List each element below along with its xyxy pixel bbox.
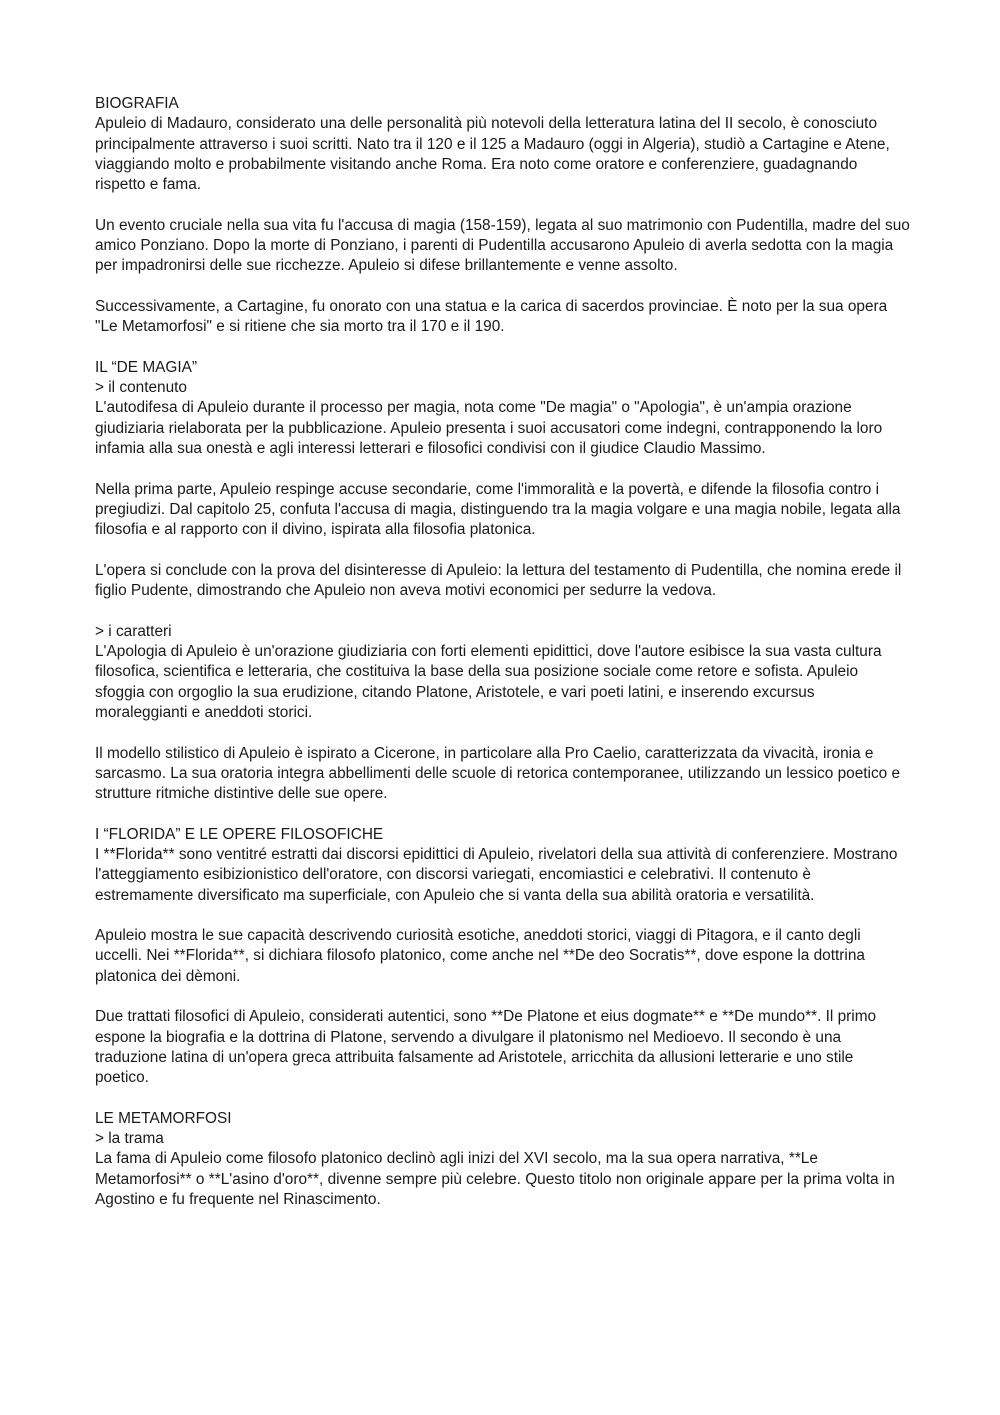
section-metamorfosi — [95, 1109, 910, 1210]
subsection-heading: > i caratteri — [95, 622, 172, 640]
paragraph: L'opera si conclude con la prova del disinteresse di Apuleio: la lettura del testamento di Pudentilla, che nomina erede il figlio Pudente, dimostrando che Apuleio non aveva motivi economici per sedurre la vedova. — [95, 561, 902, 600]
section-heading: I “FLORIDA” E LE OPERE FILOSOFICHE — [95, 825, 384, 843]
paragraph: Apuleio di Madauro, considerato una delle personalità più notevoli della letteratura latina del II secolo, è conosciuto principalmente attraverso i suoi scritti. Nato tra il 120 e il 125 a Madauro (oggi in Algeria), studiò a Cartagine e Atene, viaggiando molto e probabilmente visitando anche Roma. Era noto come oratore e conferenziere, guadagnando rispetto e fama. — [95, 115, 890, 194]
section-florida — [95, 825, 910, 1089]
paragraph: Due trattati filosofici di Apuleio, considerati autentici, sono **De Platone et eius dogmate** e **De mundo**. Il primo espone la biografia e la dottrina di Platone, servendo a divulgare il platonismo nel Medioevo. Il secondo è una traduzione latina di un'opera greca attribuita falsamente ad Aristotele, arricchita da allusioni letterarie e uno stile poetico. — [95, 1008, 877, 1087]
paragraph: L'Apologia di Apuleio è un'orazione giudiziaria con forti elementi epidittici, dove l'autore esibisce la sua vasta cultura filosofica, scientifica e letteraria, che costituiva la base della sua posizione sociale come retore e sofista. Apuleio sfoggia con orgoglio la sua erudizione, citando Platone, Aristotele, e vari poeti latini, e inserendo excursus moraleggianti e aneddoti storici. — [95, 643, 882, 721]
section-heading: LE METAMORFOSI — [95, 1109, 232, 1127]
subsection-heading: > il contenuto — [95, 379, 187, 397]
paragraph: Apuleio mostra le sue capacità descrivendo curiosità esotiche, aneddoti storici, viaggi di Pitagora, e il canto degli uccelli. Nei **Florida**, si dichiara filosofo platonico, come anche nel **De deo Socratis**, dove espone la dottrina platonica dei dèmoni. — [95, 927, 865, 985]
subsection-heading: > la trama — [95, 1130, 164, 1148]
paragraph: Un evento cruciale nella sua vita fu l'accusa di magia (158-159), legata al suo matrimonio con Pudentilla, madre del suo amico Ponziano. Dopo la morte di Ponziano, i parenti di Pudentilla accusarono Apuleio di averla sedotta con la magia per impadronirsi delle sue ricchezze. Apuleio si difese brillantemente e venne assolto. — [95, 216, 910, 275]
paragraph: Nella prima parte, Apuleio respinge accuse secondarie, come l'immoralità e la povertà, e difende la filosofia contro i pregiudizi. Dal capitolo 25, confuta l'accusa di magia, distinguendo tra la magia volgare e una magia nobile, legata alla filosofia e al rapporto con il divino, ispirata alla filosofia platonica. — [95, 480, 901, 539]
section-de-magia — [95, 358, 910, 805]
paragraph: La fama di Apuleio come filosofo platonico declinò agli inizi del XVI secolo, ma la sua opera narrativa, **Le Metamorfosi** o **L'asino d'oro**, divenne sempre più celebre. Questo titolo non originale appare per la prima volta in Agostino e fu frequente nel Rinascimento. — [95, 1150, 895, 1209]
paragraph: Successivamente, a Cartagine, fu onorato con una statua e la carica di sacerdos provinciae. È noto per la sua opera "Le Metamorfosi" e si ritiene che sia morto tra il 170 e il 190. — [95, 297, 888, 336]
paragraph: I **Florida** sono ventitré estratti dai discorsi epidittici di Apuleio, rivelatori della sua attività di conferenziere. Mostrano l'atteggiamento esibizionistico dell'oratore, con discorsi variegati, encomiastici e celebrativi. Il contenuto è estremamente diversificato ma superficiale, con Apuleio che si vanta della sua abilità oratoria e versatilità. — [95, 845, 898, 904]
document-page — [95, 94, 910, 1210]
section-heading: BIOGRAFIA — [95, 95, 179, 112]
section-biografia — [95, 94, 910, 338]
paragraph: L'autodifesa di Apuleio durante il processo per magia, nota come "De magia" o "Apologia", è un'ampia orazione giudiziaria rielaborata per la pubblicazione. Apuleio presenta i suoi accusatori come indegni, contrapponendo la loro infamia alla sua onestà e agli interessi letterari e filosofici condivisi con il giudice Claudio Massimo. — [95, 399, 883, 458]
section-heading: IL “DE MAGIA” — [95, 358, 198, 376]
paragraph: Il modello stilistico di Apuleio è ispirato a Cicerone, in particolare alla Pro Caelio, caratterizzata da vivacità, ironia e sarcasmo. La sua oratoria integra abbellimenti delle scuole di retorica contemporanee, utilizzando un lessico poetico e strutture ritmiche distintive delle sue opere. — [95, 744, 901, 803]
